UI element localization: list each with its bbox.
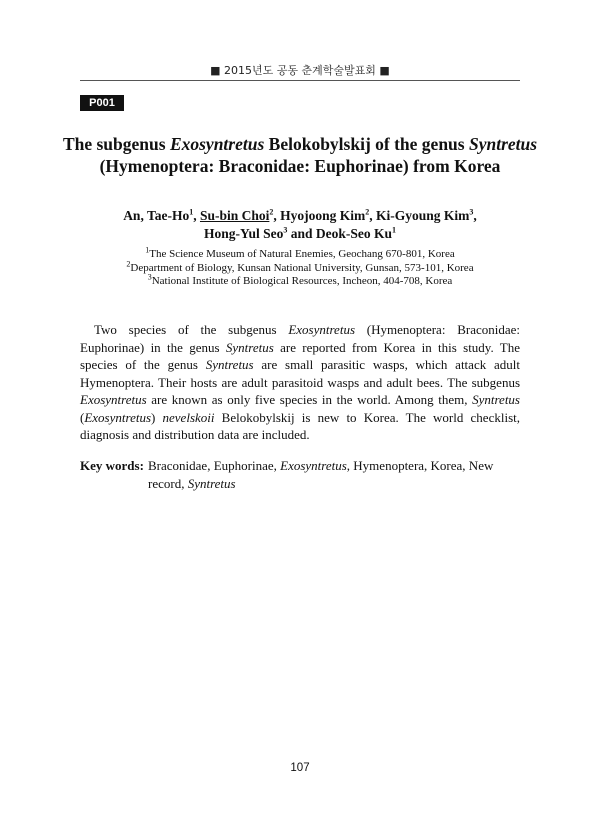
author: Deok-Seo Ku: [315, 226, 393, 241]
title-italic: Exosyntretus: [169, 134, 265, 154]
paper-title: [60, 133, 540, 177]
title-line-2: (Hymenoptera: Braconidae: Euphorinae) from Korea: [99, 156, 501, 176]
affiliation: $^3$National Institute of Biological Resources, Incheon, 404-708, Korea: [147, 272, 453, 287]
author-affil-mark: 3: [469, 207, 474, 217]
author: Hyojoong Kim: [280, 208, 366, 223]
author-list: An, Tae-Ho$^1$, Su-bin Choi$^2$, Hyojoong Kim$^2$, Ki-Gyoung Kim$^3$, Hong-Yul Seo$^3$ and Deok-Seo Ku$^1$: [123, 207, 477, 241]
header-rule: [80, 80, 520, 81]
affiliation-list: [60, 245, 540, 289]
title-italic: Syntretus: [468, 134, 538, 154]
conference-header: ■ 2015년도 공동 춘계학술발표회 ■: [210, 64, 390, 77]
author-conjunction: and: [287, 226, 316, 241]
author: Hong-Yul Seo: [203, 226, 284, 241]
author-affil-mark: 2: [365, 207, 370, 217]
title-text: The subgenus: [62, 134, 170, 154]
author-affil-mark: 2: [269, 207, 274, 217]
keywords-label: Key words:: [80, 458, 144, 473]
author-affil-mark: 1: [189, 207, 194, 217]
page-number: 107: [290, 762, 310, 774]
author-affil-mark: 1: [392, 225, 397, 235]
abstract-paragraph: Two species of the subgenus Exosyntretus (Hymenoptera: Braconidae: Euphorinae) in the genus Syntretus are reported from Korea in this study. The species of the genus Syntretus are small parasitic wasps, which attack adult Hymenoptera. Their hosts are adult parasitoid wasps and adult bees. The subgenus Exosyntretus are known as only five species in the world. Among them, Syntretus (Exosyntretus) nevelskoii Belokobylskij is new to Korea. The world checklist, diagnosis and distribution data are included.: [80, 322, 521, 442]
author: Ki-Gyoung Kim: [376, 208, 470, 223]
author: An, Tae-Ho: [123, 208, 190, 223]
presenting-author: Su-bin Choi: [199, 208, 270, 223]
author-affil-mark: 3: [283, 225, 288, 235]
affiliation: $^2$Department of Biology, Kunsan National University, Gunsan, 573-101, Korea: [126, 258, 474, 274]
title-text: Belokobylskij of the genus: [264, 134, 469, 154]
keywords-list: Braconidae, Euphorinae, Exosyntretus, Hymenoptera, Korea, New record, Syntretus: [148, 458, 494, 491]
affiliation: $^1$The Science Museum of Natural Enemies, Geochang 670-801, Korea: [145, 245, 455, 260]
poster-id-badge: P001: [80, 95, 124, 111]
